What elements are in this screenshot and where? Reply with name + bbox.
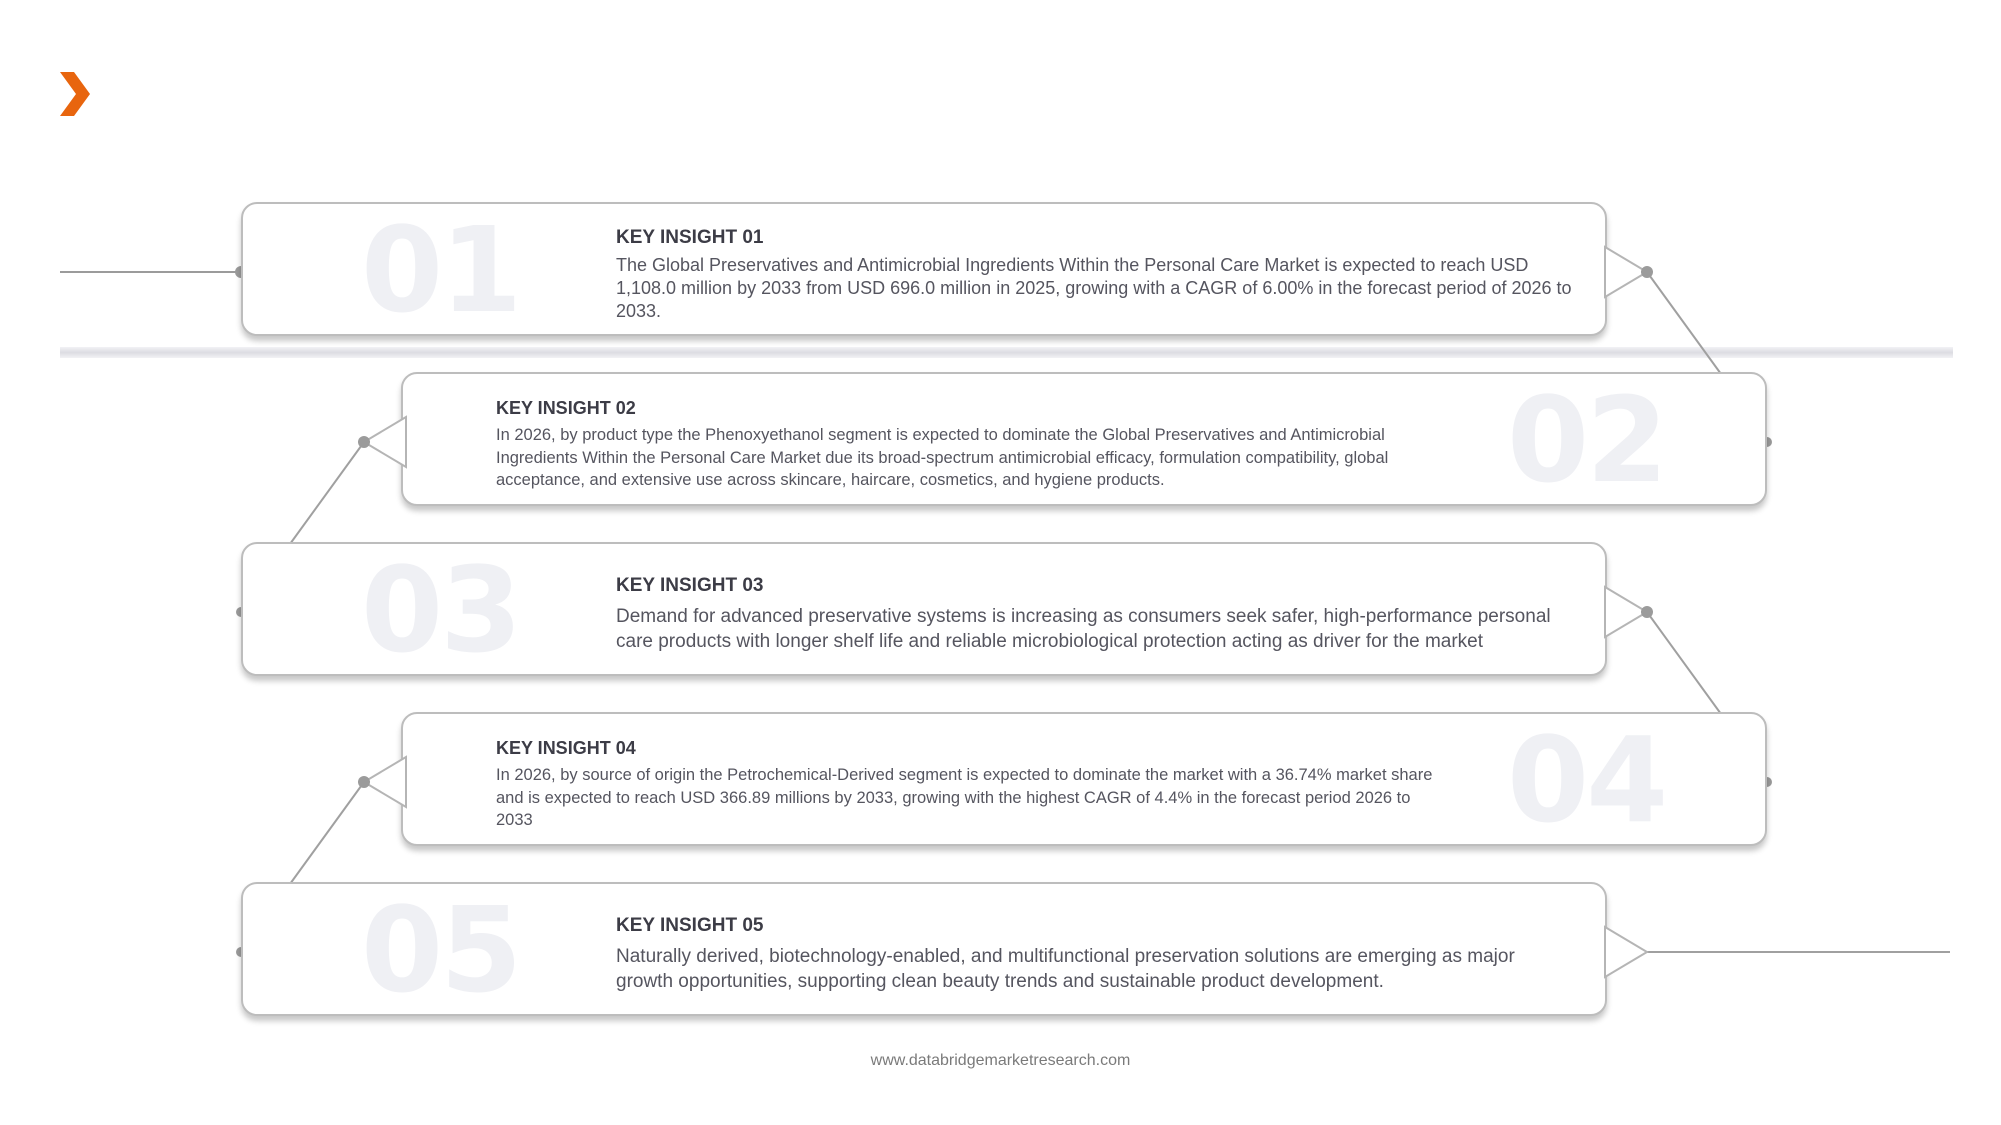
insight-number: 04 <box>1507 711 1666 849</box>
insight-title: KEY INSIGHT 03 <box>616 575 764 596</box>
insight-number: 05 <box>361 881 520 1019</box>
insight-card-02 <box>401 371 1767 509</box>
connector-line <box>1647 272 1721 374</box>
insight-card-04 <box>401 711 1767 849</box>
insight-text: The Global Preservatives and Antimicrobial Ingredients Within the Personal Care Market is expected to reach USD 1,108.0 million by 2033 from USD 696.0 million in 2025, growing with a CAGR of 6.00% in the forecast period of 2026 to 2033. <box>616 255 1572 321</box>
insight-number: 01 <box>361 201 520 339</box>
insight-text: In 2026, by product type the Phenoxyethanol segment is expected to dominate the Global Preservatives and Antimicrobial Ingredients Within the Personal Care Market due its broad-spectrum antimicrobial efficacy, formulation compatibility, global acceptance, and extensive use across skincare, haircare, cosmetics, and hygiene products. <box>496 426 1389 489</box>
insight-text: In 2026, by source of origin the Petrochemical-Derived segment is expected to dominate the market with a 36.74% market share and is expected to reach USD 366.89 millions by 2033, growing with the highest CAGR of 4.4% in the forecast period 2026 to 2033 <box>496 766 1433 829</box>
insight-number: 03 <box>361 541 520 679</box>
insight-title: KEY INSIGHT 02 <box>496 398 636 418</box>
insight-title: KEY INSIGHT 04 <box>496 738 636 758</box>
insight-card-03 <box>241 541 1607 679</box>
insight-title: KEY INSIGHT 01 <box>616 227 764 248</box>
insight-card-05 <box>241 881 1607 1019</box>
insight-title: KEY INSIGHT 05 <box>616 915 764 936</box>
connector-line <box>290 782 364 884</box>
footer-url: www.databridgemarketresearch.com <box>870 1052 1131 1069</box>
separator-band <box>60 347 1953 358</box>
insight-card-01 <box>241 201 1607 339</box>
insight-text: Naturally derived, biotechnology-enabled, and multifunctional preservation solutions are emerging as major growth opportunities, supporting clean beauty trends and sustainable product development. <box>616 946 1515 992</box>
connector-line <box>290 442 364 544</box>
connector-line <box>1647 612 1721 714</box>
insight-text: Demand for advanced preservative systems is increasing as consumers seek safer, high-performance personal care products with longer shelf life and reliable microbiological protection acting as driver for the market <box>616 606 1551 652</box>
insight-number: 02 <box>1507 371 1666 509</box>
